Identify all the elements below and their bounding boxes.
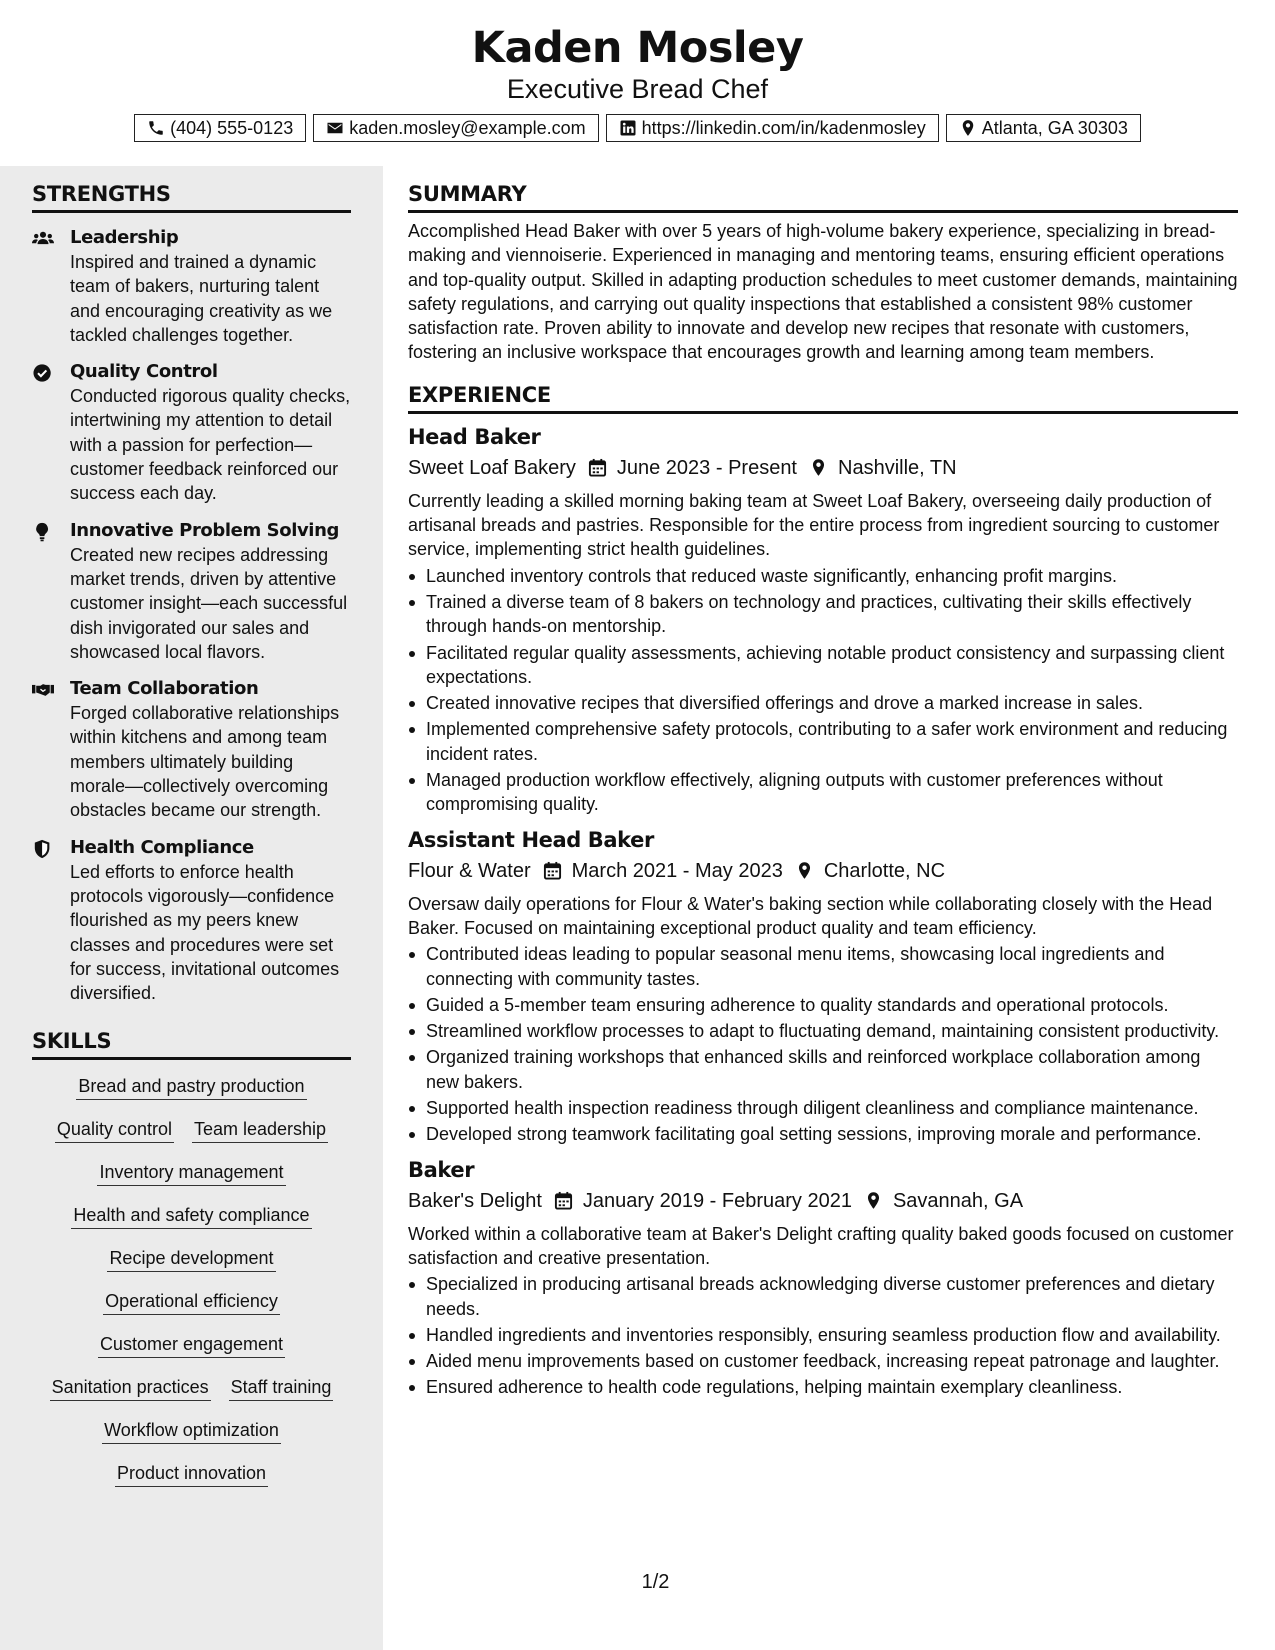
strength-item (32, 226, 351, 347)
job-bullet: Supported health inspection readiness through diligent cleanliness and compliance maintenance. (408, 1096, 1238, 1120)
job-bullet: Contributed ideas leading to popular seasonal menu items, showcasing local ingredients and connecting with community tastes. (408, 942, 1238, 991)
job-description: Oversaw daily operations for Flour & Water's baking section while collaborating closely with the Head Baker. Focused on maintaining exceptional product quality and team efficiency. (408, 893, 1213, 938)
contact-email[interactable] (313, 114, 598, 142)
resume-header (0, 0, 1275, 166)
strength-title: Team Collaboration (70, 678, 259, 700)
envelope-icon (326, 119, 344, 137)
summary-heading: SUMMARY (408, 182, 1238, 213)
strength-item (32, 519, 351, 664)
skill-tag: Recipe development (107, 1246, 275, 1272)
lightbulb-icon (32, 522, 54, 542)
job-description: Worked within a collaborative team at Baker's Delight crafting quality baked goods focused on customer satisfaction and creative presentation. (408, 1223, 1234, 1268)
job-bullet: Handled ingredients and inventories responsibly, ensuring seamless production flow and availability. (408, 1323, 1238, 1347)
job-meta (408, 453, 1238, 483)
job-bullet: Implemented comprehensive safety protocols, contributing to a safer work environment and reducing incident rates. (408, 717, 1238, 766)
job-title: Assistant Head Baker (408, 827, 654, 852)
job-bullet: Ensured adherence to health code regulations, helping maintain exemplary cleanliness. (408, 1375, 1238, 1399)
job-entry (408, 1156, 1238, 1400)
linkedin-icon (619, 119, 637, 137)
job-title: Head Baker (408, 424, 541, 449)
job-meta (408, 856, 1238, 886)
job-company: Sweet Loaf Bakery (408, 456, 576, 479)
candidate-title: Executive Bread Chef (506, 74, 769, 104)
job-company: Flour & Water (408, 859, 531, 882)
map-pin-icon (809, 458, 828, 477)
strength-title: Innovative Problem Solving (70, 519, 339, 541)
skill-tag: Health and safety compliance (71, 1203, 311, 1229)
job-bullet: Facilitated regular quality assessments, achieving notable product consistency and surpassing client expectations. (408, 641, 1238, 690)
job-bullet: Managed production workflow effectively, aligning outputs with customer preferences without compromising quality. (408, 768, 1238, 817)
map-pin-icon (864, 1191, 883, 1210)
job-bullet: Created innovative recipes that diversified offerings and drove a marked increase in sales. (408, 691, 1238, 715)
strength-desc: Forged collaborative relationships within kitchens and among team members ultimately building morale—collectively overcoming obstacles became our strength. (70, 703, 340, 821)
calendar-icon (543, 861, 562, 880)
job-bullet: Specialized in producing artisanal breads acknowledging diverse customer preferences and dietary needs. (408, 1272, 1238, 1321)
contact-location (946, 114, 1141, 142)
job-meta (408, 1186, 1238, 1216)
contact-phone-text: (404) 555-0123 (170, 117, 294, 138)
contact-linkedin[interactable] (606, 114, 939, 142)
skill-tag: Sanitation practices (50, 1375, 211, 1401)
summary-text: Accomplished Head Baker with over 5 years of high-volume bakery experience, specializing in bread-making and viennoiserie. Experienced in managing and mentoring teams, ensuring efficient operations and top-quality output. Skilled in adapting production schedules to meet customer demands, maintaining safety regulations, and carrying out quality inspections that established a consistent 98% customer satisfaction rate. Proven ability to innovate and develop new recipes that resonate with customers, fostering an inclusive workspace that encourages growth and learning among team members. (408, 221, 1238, 363)
map-pin-icon (959, 119, 977, 137)
job-bullet: Organized training workshops that enhanced skills and reinforced workplace collaboration among new bakers. (408, 1045, 1238, 1094)
job-location: Nashville, TN (838, 456, 957, 479)
job-bullets (408, 564, 1238, 817)
strengths-heading: STRENGTHS (32, 182, 351, 213)
job-title: Baker (408, 1157, 475, 1182)
skills-heading: SKILLS (32, 1029, 351, 1060)
calendar-icon (554, 1191, 573, 1210)
skill-tag: Bread and pastry production (76, 1074, 306, 1100)
strength-desc: Conducted rigorous quality checks, intertwining my attention to detail with a passion for perfection—customer feedback reinforced our success each day. (70, 386, 351, 504)
shield-icon (32, 839, 54, 859)
experience-heading: EXPERIENCE (408, 383, 1238, 414)
strength-item (32, 677, 351, 822)
job-location: Charlotte, NC (823, 859, 946, 882)
job-dates: March 2021 - May 2023 (571, 859, 783, 882)
strength-title: Quality Control (70, 361, 218, 383)
skill-tag: Operational efficiency (103, 1289, 280, 1315)
contact-location-text: Atlanta, GA 30303 (981, 117, 1128, 138)
map-pin-icon (795, 861, 814, 880)
job-bullet: Streamlined workflow processes to adapt to fluctuating demand, maintaining consistent productivity. (408, 1019, 1238, 1043)
job-bullet: Developed strong teamwork facilitating goal setting sessions, improving morale and performance. (408, 1122, 1238, 1146)
contact-bar (0, 114, 1275, 142)
phone-icon (147, 119, 165, 137)
candidate-name: Kaden Mosley (471, 23, 804, 73)
job-dates: January 2019 - February 2021 (582, 1189, 852, 1212)
skill-tag: Customer engagement (98, 1332, 285, 1358)
job-dates: June 2023 - Present (616, 456, 797, 479)
contact-email-text: kaden.mosley@example.com (349, 117, 586, 138)
strength-item (32, 360, 351, 505)
contact-phone (134, 114, 306, 142)
skill-tag: Staff training (229, 1375, 334, 1401)
main-column (408, 182, 1238, 1402)
job-bullets (408, 942, 1238, 1146)
skill-tag: Team leadership (192, 1117, 328, 1143)
users-icon (32, 229, 54, 249)
strength-desc: Led efforts to enforce health protocols vigorously—confidence flourished as my peers knew classes and procedures were set for success, invitational outcomes diversified. (70, 861, 340, 1004)
job-company: Baker's Delight (408, 1189, 542, 1212)
page-number: 1/2 (641, 1571, 670, 1593)
calendar-icon (588, 458, 607, 477)
skill-tag: Workflow optimization (102, 1418, 281, 1444)
sidebar (0, 166, 383, 1650)
strength-item (32, 836, 351, 1006)
job-bullet: Guided a 5-member team ensuring adherence to quality standards and operational protocols. (408, 993, 1238, 1017)
job-location: Savannah, GA (892, 1189, 1024, 1212)
strength-desc: Created new recipes addressing market trends, driven by attentive customer insight—each successful dish invigorated our sales and showcased local flavors. (70, 544, 348, 662)
job-bullet: Aided menu improvements based on customer feedback, increasing repeat patronage and laughter. (408, 1349, 1238, 1373)
check-circle-icon (32, 363, 54, 383)
contact-linkedin-text: https://linkedin.com/in/kadenmosley (641, 117, 926, 138)
job-entry (408, 423, 1238, 817)
job-bullets (408, 1272, 1238, 1399)
job-description: Currently leading a skilled morning baking team at Sweet Loaf Bakery, overseeing daily production of artisanal breads and pastries. Responsible for the entire process from ingredient sourcing to customer service, implementing strict health guidelines. (408, 490, 1220, 560)
skills-list (32, 1074, 351, 1487)
handshake-icon (32, 680, 54, 700)
strength-title: Health Compliance (70, 836, 254, 858)
skill-tag: Inventory management (97, 1160, 285, 1186)
skill-tag: Quality control (55, 1117, 174, 1143)
job-bullet: Trained a diverse team of 8 bakers on technology and practices, cultivating their skills effectively through hands-on mentorship. (408, 590, 1238, 639)
strength-desc: Inspired and trained a dynamic team of bakers, nurturing talent and encouraging creativity as we tackled challenges together. (70, 252, 333, 345)
job-bullet: Launched inventory controls that reduced waste significantly, enhancing profit margins. (408, 564, 1238, 588)
skill-tag: Product innovation (115, 1461, 268, 1487)
strength-title: Leadership (70, 227, 179, 248)
job-entry (408, 826, 1238, 1147)
